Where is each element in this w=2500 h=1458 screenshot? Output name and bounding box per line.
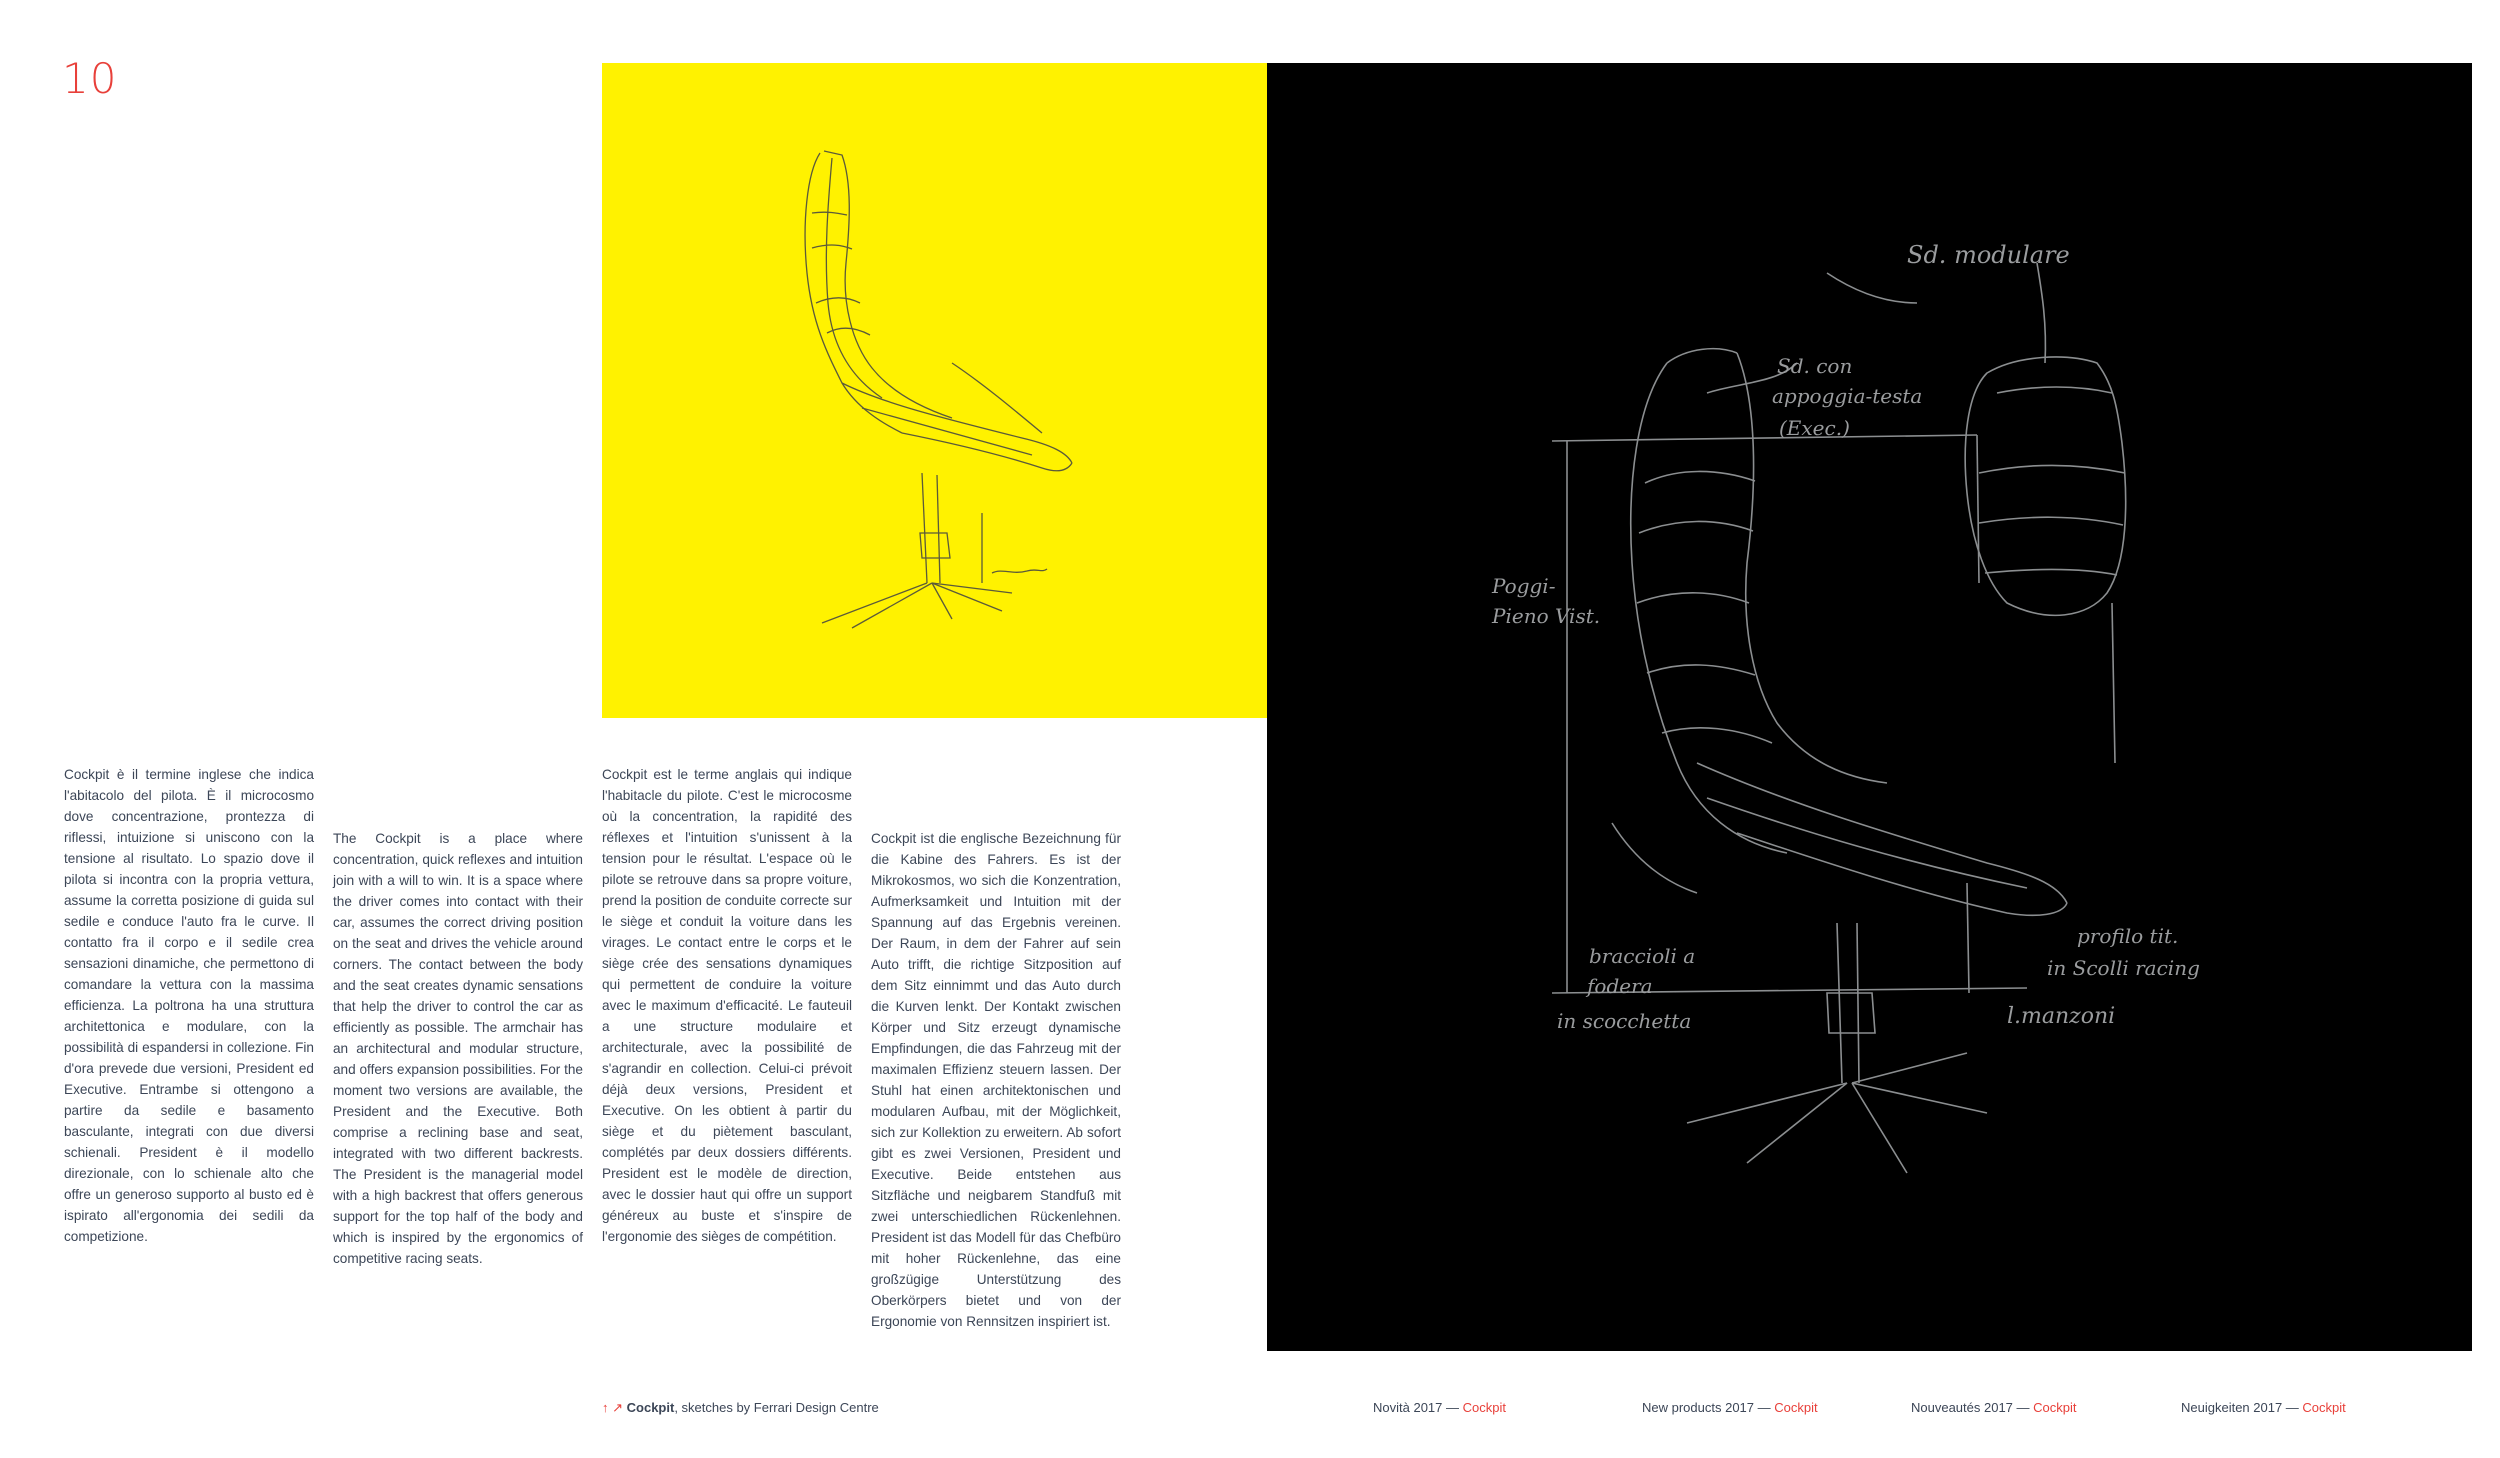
svg-text:in scocchetta: in scocchetta xyxy=(1557,1009,1692,1033)
svg-text:Poggi-: Poggi- xyxy=(1492,574,1556,598)
svg-text:(Exec.): (Exec.) xyxy=(1779,416,1850,440)
note-modulare: Sd. modulare xyxy=(1907,241,2070,269)
svg-text:profilo tit.: profilo tit. xyxy=(2077,924,2179,948)
svg-text:braccioli a: braccioli a xyxy=(1589,944,1696,968)
note-headrest: Sd. con xyxy=(1777,354,1853,378)
footer-french: Nouveautés 2017 — Cockpit xyxy=(1911,1400,2077,1415)
black-sketch-panel xyxy=(1267,63,2472,1351)
caption-text: , sketches by Ferrari Design Centre xyxy=(674,1400,879,1415)
svg-text:appoggia-testa: appoggia-testa xyxy=(1772,384,1923,408)
body-text-english: The Cockpit is a place where concentration, quick reflexes and intuition join with a will to win. It is a space where the driver comes into contact with their car, assumes the correct driving position on the seat and drives the vehicle around corners. The contact between the body and the seat creates dynamic sensations that help the driver to control the car as efficiently as possible. The armchair has an architectural and modular structure, and offers expansion possibilities. For the moment two versions are available, the President and the Executive. Both comprise a reclining base and seat, integrated with two different backrests. The President is the managerial model with a high backrest that offers generous support for the top half of the body and which is inspired by the ergonomics of competitive racing seats. xyxy=(333,831,583,1266)
body-text-italian: Cockpit è il termine inglese che indica l'abitacolo del pilota. È il microcosmo dove concentrazione, prontezza di riflessi, intuizione si uniscono con la tensione al risultato. Lo spazio dove il pilota si incontra con la propria vettura, assume la corretta posizione di guida sul sedile e conduce l'auto fra le curve. Il contatto fra il corpo e il sedile crea sensazioni dinamiche, che permettono di comandare la vettura con la massima efficienza. La poltrona ha una struttura architettonica e modulare, con la possibilità di espandersi in collezione. Fin d'ora prevede due versioni, President ed Executive. Entrambe si ottengono a partire da sedile e basamento basculante, integrati con due diversi schienali. President è il modello direzionale, con lo schienale alto che offre un generoso supporto al busto ed è ispirato all'ergonomia dei sedili da competizione. xyxy=(64,767,314,1244)
body-text-french: Cockpit est le terme anglais qui indique l'habitacle du pilote. C'est le microcosme où la concentration, la rapidité des réflexes et l'intuition s'unissent à la tension pour le résultat. L'espace où le pilote se retrouve dans sa propre voiture, prend la position de conduite correcte sur le siège et conduit la voiture dans les virages. Le contact entre le corps et le siège crée des sensations dynamiques qui permettent de conduire la voiture avec le maximum d'efficacité. Le fauteuil a une structure modulaire et architecturale, avec la possibilité de s'agrandir en collection. Celui-ci prévoit déjà deux versions, President et Executive. On les obtient à partir du siège et du piètement basculant, complétés par deux dossiers différents. President est le modèle de direction, avec le dossier haut qui offre un support généreux au buste et s'inspire de l'ergonomie des sièges de compétition. xyxy=(602,767,852,1244)
body-text-german: Cockpit ist die englische Bezeichnung für die Kabine des Fahrers. Es ist der Mikrokosmos, wo sich die Konzentration, Aufmerksamkeit und Intuition mit der Spannung auf das Ergebnis vereinen. Der Raum, in dem der Fahrer auf sein Auto trifft, die richtige Sitzposition auf dem Sitz einnimmt und das Auto durch die Kurven lenkt. Der Kontakt zwischen Körper und Sitz erzeugt dynamische Empfindungen, die das Fahrzeug mit der maximalen Effizienz steuern lassen. Der Stuhl hat einen architektonischen und modularen Aufbau, mit der Möglichkeit, sich zur Kollektion zu erweitern. Ab sofort gibt es zwei Versionen, President und Executive. Beide entstehen aus Sitzfläche und neigbarem Standfuß mit zwei unterschiedlichen Rückenlehnen. President ist das Modell für das Chefbüro mit hoher Rückenlehne, das eine großzügige Unterstützung des Oberkörpers bietet und von der Ergonomie von Rennsitzen inspiriert ist. xyxy=(871,831,1121,1329)
page-number: 10 xyxy=(62,54,118,103)
footer-german: Neuigkeiten 2017 — Cockpit xyxy=(2181,1400,2346,1415)
yellow-sketch-panel xyxy=(602,63,1267,718)
sketch-signature: l.manzoni xyxy=(2007,1004,2116,1029)
footer-italian: Novità 2017 — Cockpit xyxy=(1373,1400,1506,1415)
caption-arrows-icon: ↑ ↗ xyxy=(602,1400,624,1415)
caption-title: Cockpit xyxy=(626,1400,675,1415)
footer-english: New products 2017 — Cockpit xyxy=(1642,1400,1818,1415)
svg-text:fodera: fodera xyxy=(1587,974,1653,998)
sketch-handwritten-notes xyxy=(1267,63,2472,1351)
svg-text:Pieno Vist.: Pieno Vist. xyxy=(1492,604,1601,628)
svg-text:in Scolli racing: in Scolli racing xyxy=(2047,956,2200,980)
image-caption xyxy=(602,1400,879,1416)
seat-sketch-side-view xyxy=(602,63,1267,718)
